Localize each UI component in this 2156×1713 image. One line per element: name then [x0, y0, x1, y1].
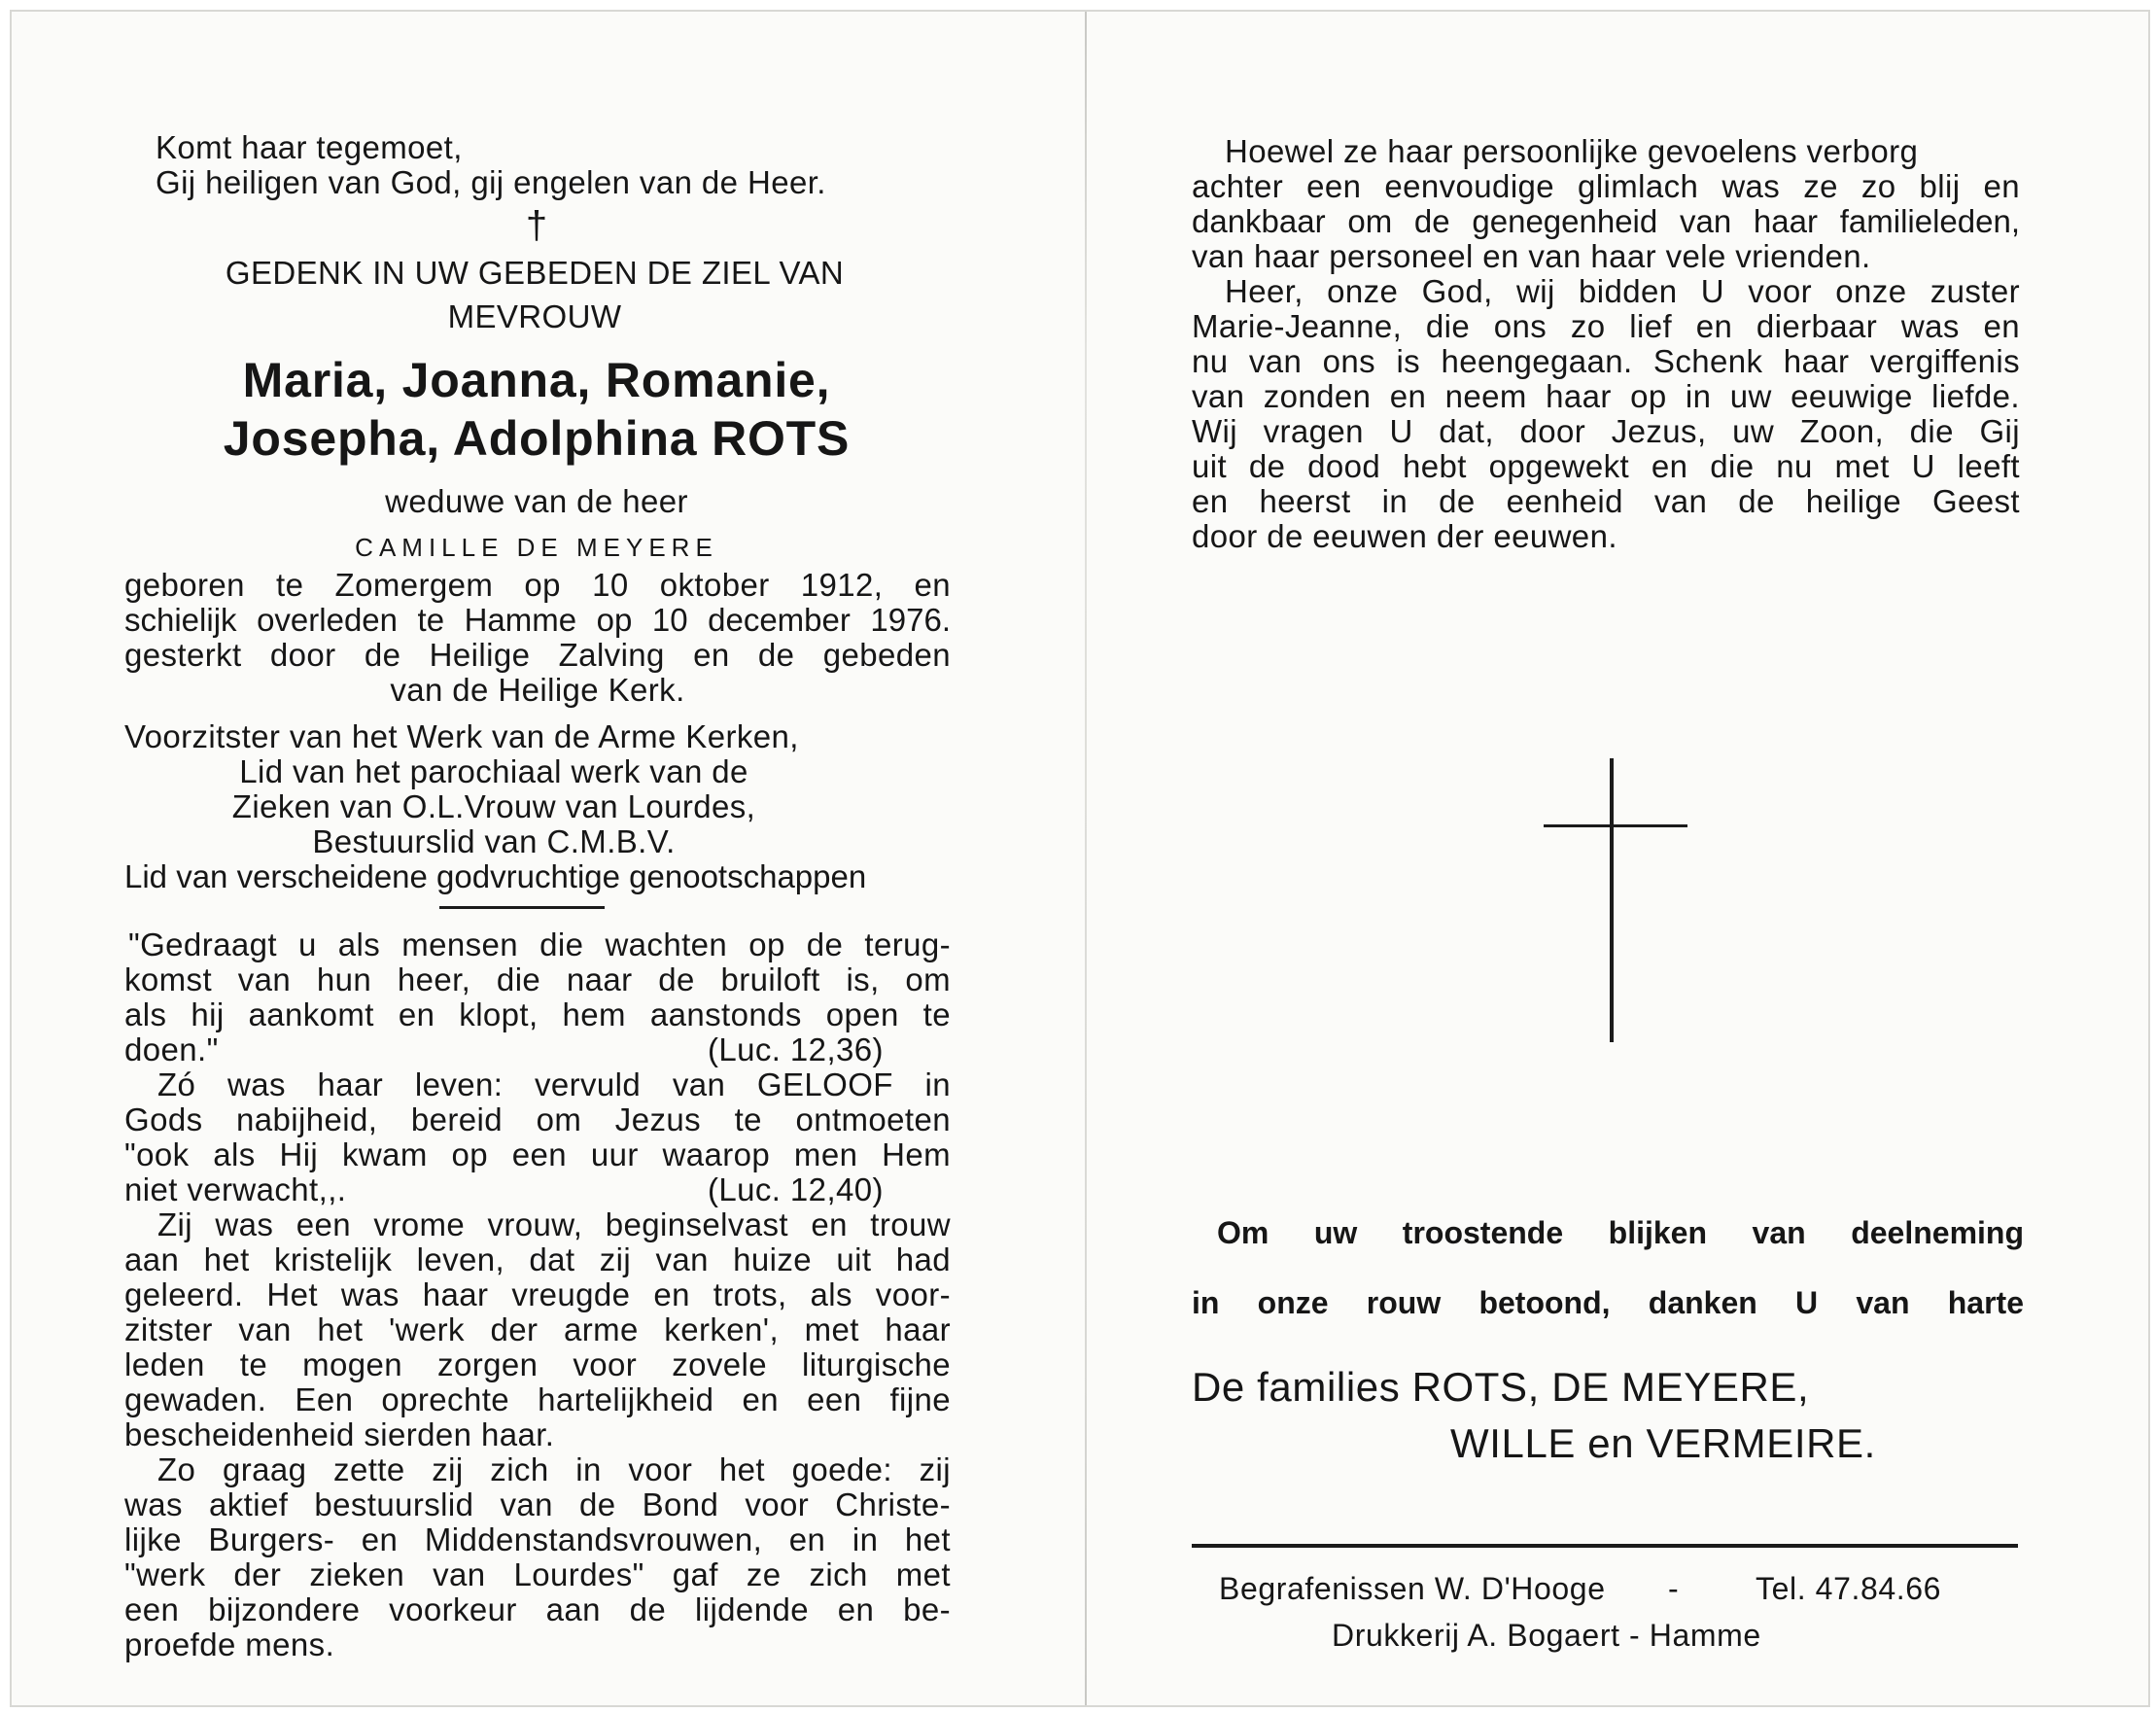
body-line-19: "werk der zieken van Lourdes" gaf ze zich met	[124, 1556, 951, 1592]
right-text-line-2: achter een eenvoudige glimlach was ze zo blij en	[1192, 168, 2020, 204]
role-line-1: Voorzitster van het Werk van de Arme Kerken,	[124, 718, 799, 754]
footer-separator: -	[1668, 1571, 1680, 1606]
citation-1: (Luc. 12,36)	[708, 1031, 884, 1067]
body-line-18: lijke Burgers- en Middenstandsvrouwen, en in het	[124, 1521, 951, 1557]
gedenk-line-2: MEVROUW	[447, 298, 622, 334]
right-text-line-6: Marie-Jeanne, die ons zo lief en dierbaar was en	[1192, 308, 2020, 344]
right-text-line-3: dankbaar om de genegenheid van haar familieleden,	[1192, 203, 2020, 239]
body-line-11: geleerd. Het was haar vreugde en trots, als voor-	[124, 1276, 951, 1312]
thanks-line-1: Om uw troostende blijken van deelneming	[1217, 1215, 2024, 1250]
footer-rule	[1192, 1544, 2018, 1548]
families-line-2: WILLE en VERMEIRE.	[1450, 1420, 1876, 1466]
right-text-line-7: nu van ons is heengegaan. Schenk haar vergiffenis	[1192, 343, 2020, 379]
thanks-line-2: in onze rouw betoond, danken U van harte	[1192, 1285, 2024, 1320]
right-text-line-8: van zonden en neem haar op in uw eeuwige liefde.	[1192, 378, 2020, 414]
husband-name: CAMILLE DE MEYERE	[355, 533, 718, 562]
role-line-5: Lid van verscheidene godvruchtige genootschappen	[124, 858, 867, 894]
cross-arm	[1544, 824, 1687, 827]
right-text-line-5: Heer, onze God, wij bidden U voor onze zuster	[1225, 273, 2020, 309]
body-line-20: een bijzondere voorkeur aan de lijdende en be-	[124, 1591, 951, 1627]
body-line-7: "ook als Hij kwam op een uur waarop men Hem	[124, 1136, 951, 1172]
body-line-6: Gods nabijheid, bereid om Jezus te ontmoeten	[124, 1101, 951, 1137]
phone-number: Tel. 47.84.66	[1756, 1571, 1942, 1606]
body-line-21: proefde mens.	[124, 1626, 335, 1662]
body-line-10: aan het kristelijk leven, dat zij van huize uit had	[124, 1241, 951, 1277]
role-line-2: Lid van het parochiaal werk van de	[239, 753, 748, 789]
deceased-name-line-1: Maria, Joanna, Romanie,	[242, 353, 831, 407]
divider	[439, 906, 605, 909]
families-line-1: De families ROTS, DE MEYERE,	[1192, 1364, 1810, 1410]
left-panel	[12, 12, 1085, 1705]
right-text-line-10: uit de dood hebt opgewekt en die nu met U leeft	[1192, 448, 2020, 484]
role-line-3: Zieken van O.L.Vrouw van Lourdes,	[231, 788, 756, 824]
body-line-5: Zó was haar leven: vervuld van GELOOF in	[157, 1066, 951, 1102]
body-line-12: zitster van het 'werk der arme kerken', met haar	[124, 1311, 951, 1347]
birth-line-1: geboren te Zomergem op 10 oktober 1912, en	[124, 567, 951, 603]
prayer-line-2: Gij heiligen van God, gij engelen van de Heer.	[156, 164, 826, 200]
small-cross-icon: †	[525, 204, 548, 247]
right-text-line-4: van haar personeel en van haar vele vrienden.	[1192, 238, 1871, 274]
memorial-card	[10, 10, 2150, 1707]
right-text-line-9: Wij vragen U dat, door Jezus, uw Zoon, die Gij	[1192, 413, 2020, 449]
role-line-4: Bestuurslid van C.M.B.V.	[312, 823, 676, 859]
prayer-line-1: Komt haar tegemoet,	[156, 129, 463, 165]
deceased-name-line-2: Josepha, Adolphina ROTS	[223, 411, 851, 466]
body-line-16: Zo graag zette zij zich in voor het goede: zij	[157, 1451, 951, 1487]
printer-credit: Drukkerij A. Bogaert - Hamme	[1332, 1618, 1761, 1653]
body-line-15: bescheidenheid sierden haar.	[124, 1416, 555, 1452]
right-text-line-11: en heerst in de eenheid van de heilige Geest	[1192, 483, 2020, 519]
body-line-8: niet verwacht,,.	[124, 1171, 347, 1207]
body-line-1: "Gedraagt u als mensen die wachten op de terug-	[128, 926, 951, 962]
birth-line-2: schielijk overleden te Hamme op 10 december 1976.	[124, 602, 951, 638]
birth-line-3: gesterkt door de Heilige Zalving en de gebeden	[124, 637, 951, 673]
undertaker: Begrafenissen W. D'Hooge	[1219, 1571, 1606, 1606]
body-line-4: doen."	[124, 1031, 219, 1067]
birth-line-4: van de Heilige Kerk.	[390, 672, 685, 708]
body-line-2: komst van hun heer, die naar de bruiloft is, om	[124, 961, 951, 997]
cross-icon	[1610, 758, 1614, 1042]
body-line-17: was aktief bestuurslid van de Bond voor Christe-	[124, 1486, 951, 1522]
right-text-line-12: door de eeuwen der eeuwen.	[1192, 518, 1617, 554]
citation-2: (Luc. 12,40)	[708, 1171, 884, 1207]
body-line-9: Zij was een vrome vrouw, beginselvast en trouw	[157, 1206, 951, 1242]
right-text-line-1: Hoewel ze haar persoonlijke gevoelens verborg	[1225, 133, 1919, 169]
body-line-14: gewaden. Een oprechte hartelijkheid en een fijne	[124, 1381, 951, 1417]
body-line-3: als hij aankomt en klopt, hem aanstonds open te	[124, 996, 951, 1032]
gedenk-line-1: GEDENK IN UW GEBEDEN DE ZIEL VAN	[225, 255, 845, 291]
body-line-13: leden te mogen zorgen voor zovele liturgische	[124, 1346, 951, 1382]
right-panel	[1087, 12, 2148, 1705]
widow-label: weduwe van de heer	[385, 483, 688, 519]
